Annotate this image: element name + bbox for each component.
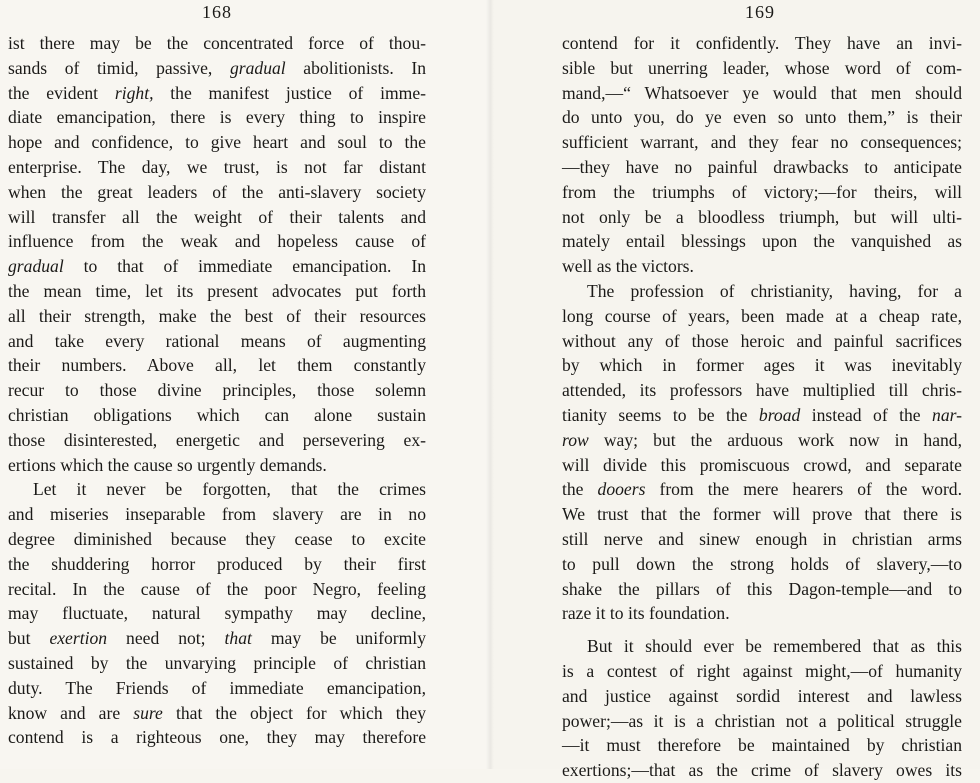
- text-run: the mean time, let its present advocates put forth: [8, 280, 426, 301]
- text-run: degree diminished because they cease to excite: [8, 528, 426, 549]
- text-line: [8, 130, 426, 155]
- text-line: [8, 56, 426, 81]
- text-line: [562, 329, 962, 354]
- text-line: [562, 758, 962, 783]
- text-run: shake the pillars of this Dagon-temple—and to: [562, 578, 962, 599]
- text-line: [8, 626, 426, 651]
- text-line: [562, 56, 962, 81]
- text-run: We trust that the former will prove that there is: [562, 504, 962, 525]
- text-run: know and are: [8, 702, 134, 723]
- text-run: the evident: [8, 82, 115, 103]
- text-line: [8, 601, 426, 626]
- text-line: [8, 353, 426, 378]
- text-run: recur to those divine principles, those solemn: [8, 380, 426, 401]
- text-line: [8, 676, 426, 701]
- text-line: [562, 304, 962, 329]
- paragraph: [562, 31, 962, 279]
- text-line: [562, 601, 962, 626]
- text-line: [562, 634, 962, 659]
- text-run: without any of those heroic and painful sacrifices: [562, 330, 962, 351]
- italic-run: sure: [133, 702, 163, 723]
- text-line: [562, 477, 962, 502]
- paragraph: [8, 477, 426, 750]
- text-run: but: [8, 628, 50, 649]
- text-run: the shuddering horror produced by their first: [8, 553, 426, 574]
- text-run: not only be a bloodless triumph, but will ulti-: [562, 206, 962, 227]
- text-line: [562, 279, 962, 304]
- text-run: way; but the arduous work now in hand,: [588, 429, 962, 450]
- page-body-right: [562, 31, 962, 783]
- text-line: [562, 659, 962, 684]
- italic-run: row: [562, 429, 589, 450]
- text-line: [562, 403, 962, 428]
- italic-run: broad: [758, 404, 801, 425]
- text-run: enterprise. The day, we trust, is not far distant: [8, 156, 426, 177]
- text-run: sufficient warrant, and they fear no consequences;: [562, 132, 962, 153]
- text-line: [562, 709, 962, 734]
- book-gutter: [486, 0, 494, 769]
- left-page: [0, 0, 490, 769]
- italic-run: exertion: [49, 628, 108, 649]
- text-run: sible but unerring leader, whose word of com-: [562, 57, 962, 78]
- text-run: mately entail blessings upon the vanquished as: [562, 231, 962, 252]
- text-line: [8, 31, 426, 56]
- text-run: But it should ever be remembered that as this: [587, 636, 962, 657]
- text-run: to pull down the strong holds of slavery,—to: [562, 553, 962, 574]
- text-line: [8, 205, 426, 230]
- text-line: [8, 254, 426, 279]
- text-run: and miseries inseparable from slavery are in no: [8, 504, 426, 525]
- text-run: the manifest justice of imme-: [153, 82, 427, 103]
- text-run: well as the victors.: [562, 256, 694, 277]
- text-line: [562, 684, 962, 709]
- text-line: [562, 205, 962, 230]
- text-run: the: [562, 479, 598, 500]
- text-run: still nerve and sinew enough in christian arms: [562, 528, 962, 549]
- text-line: [8, 428, 426, 453]
- text-line: [8, 378, 426, 403]
- text-run: from the triumphs of victory;—for theirs, will: [562, 181, 962, 202]
- text-line: [562, 453, 962, 478]
- text-run: raze it to its foundation.: [562, 603, 730, 624]
- text-run: duty. The Friends of immediate emancipation,: [8, 677, 426, 698]
- text-line: [562, 378, 962, 403]
- text-run: will transfer all the weight of their talents and: [8, 206, 426, 227]
- italic-run: right,: [114, 82, 154, 103]
- text-line: [562, 155, 962, 180]
- paragraph: [8, 31, 426, 477]
- text-line: [562, 254, 962, 279]
- page-body-left: [8, 31, 426, 750]
- text-run: recital. In the cause of the poor Negro, feeling: [8, 578, 426, 599]
- text-line: [8, 477, 426, 502]
- text-run: is a contest of right against might,—of humanity: [562, 660, 962, 681]
- text-line: [8, 725, 426, 750]
- paragraph-gap: [562, 626, 962, 634]
- italic-run: gradual: [229, 57, 286, 78]
- text-line: [8, 229, 426, 254]
- paragraph: [562, 279, 962, 626]
- text-run: do unto you, do ye even so unto them,” is their: [562, 107, 962, 128]
- text-run: influence from the weak and hopeless cause of: [8, 231, 426, 252]
- text-run: contend for it confidently. They have an invi-: [562, 33, 962, 53]
- text-line: [562, 31, 962, 56]
- text-run: —they have no painful drawbacks to anticipate: [562, 156, 962, 177]
- text-run: ertions which the cause so urgently demands.: [8, 454, 327, 475]
- text-run: that the object for which they: [162, 702, 427, 723]
- text-line: [8, 81, 426, 106]
- text-line: [562, 552, 962, 577]
- text-run: by which in former ages it was inevitably: [562, 355, 962, 376]
- text-line: [8, 304, 426, 329]
- text-line: [8, 180, 426, 205]
- text-run: ist there may be the concentrated force of thou-: [8, 33, 426, 53]
- text-line: [562, 229, 962, 254]
- text-line: [8, 552, 426, 577]
- page-number-left: 168: [202, 2, 232, 22]
- text-run: mand,—“ Whatsoever ye would that men should: [562, 82, 962, 103]
- text-run: tianity seems to be the: [562, 404, 759, 425]
- text-line: [8, 651, 426, 676]
- text-run: long course of years, been made at a cheap rate,: [562, 305, 962, 326]
- text-run: exertions;—that as the crime of slavery owes its: [562, 760, 962, 781]
- text-run: contend is a righteous one, they may therefore: [8, 727, 426, 748]
- italic-run: nar-: [932, 404, 962, 425]
- text-run: diate emancipation, there is every thing to inspire: [8, 107, 426, 128]
- right-page: [490, 0, 980, 781]
- text-run: —it must therefore be maintained by christian: [562, 735, 962, 756]
- text-run: those disinterested, energetic and persevering ex-: [8, 429, 426, 450]
- text-run: need not;: [107, 628, 225, 649]
- text-line: [8, 701, 426, 726]
- text-run: and take every rational means of augmenting: [8, 330, 426, 351]
- text-run: may fluctuate, natural sympathy may decline,: [8, 603, 426, 624]
- text-run: The profession of christianity, having, for a: [587, 280, 962, 301]
- text-line: [562, 105, 962, 130]
- text-run: power;—as it is a christian not a political struggle: [562, 710, 962, 731]
- text-run: from the mere hearers of the word.: [645, 479, 962, 500]
- text-line: [562, 502, 962, 527]
- text-run: sustained by the unvarying principle of christian: [8, 652, 426, 673]
- paragraph: [562, 634, 962, 783]
- text-run: may be uniformly: [251, 628, 426, 649]
- text-run: attended, its professors have multiplied till chris-: [562, 380, 962, 401]
- text-line: [562, 353, 962, 378]
- italic-run: dooers: [597, 479, 646, 500]
- text-line: [562, 733, 962, 758]
- text-line: [562, 428, 962, 453]
- italic-run: gradual: [8, 256, 64, 277]
- text-line: [562, 81, 962, 106]
- text-line: [8, 105, 426, 130]
- text-run: their numbers. Above all, let them constantly: [8, 355, 426, 376]
- text-line: [562, 577, 962, 602]
- text-run: to that of immediate emancipation. In: [63, 256, 426, 277]
- text-run: Let it never be forgotten, that the crimes: [33, 479, 426, 500]
- text-line: [8, 279, 426, 304]
- text-run: abolitionists. In: [285, 57, 426, 78]
- italic-run: that: [224, 628, 252, 649]
- text-line: [8, 453, 426, 478]
- text-line: [562, 180, 962, 205]
- text-line: [8, 403, 426, 428]
- text-line: [8, 527, 426, 552]
- text-line: [8, 329, 426, 354]
- text-run: instead of the: [800, 404, 933, 425]
- text-run: hope and confidence, to give heart and soul to the: [8, 132, 426, 153]
- text-run: all their strength, make the best of their resources: [8, 305, 426, 326]
- text-run: christian obligations which can alone sustain: [8, 404, 426, 425]
- text-line: [8, 577, 426, 602]
- text-line: [8, 502, 426, 527]
- text-run: and justice against sordid interest and lawless: [562, 685, 962, 706]
- text-run: when the great leaders of the anti-slavery society: [8, 181, 426, 202]
- text-run: will divide this promiscuous crowd, and separate: [562, 454, 962, 475]
- page-number-right: 169: [745, 2, 775, 22]
- text-run: sands of timid, passive,: [8, 57, 230, 78]
- text-line: [562, 527, 962, 552]
- text-line: [8, 155, 426, 180]
- text-line: [562, 130, 962, 155]
